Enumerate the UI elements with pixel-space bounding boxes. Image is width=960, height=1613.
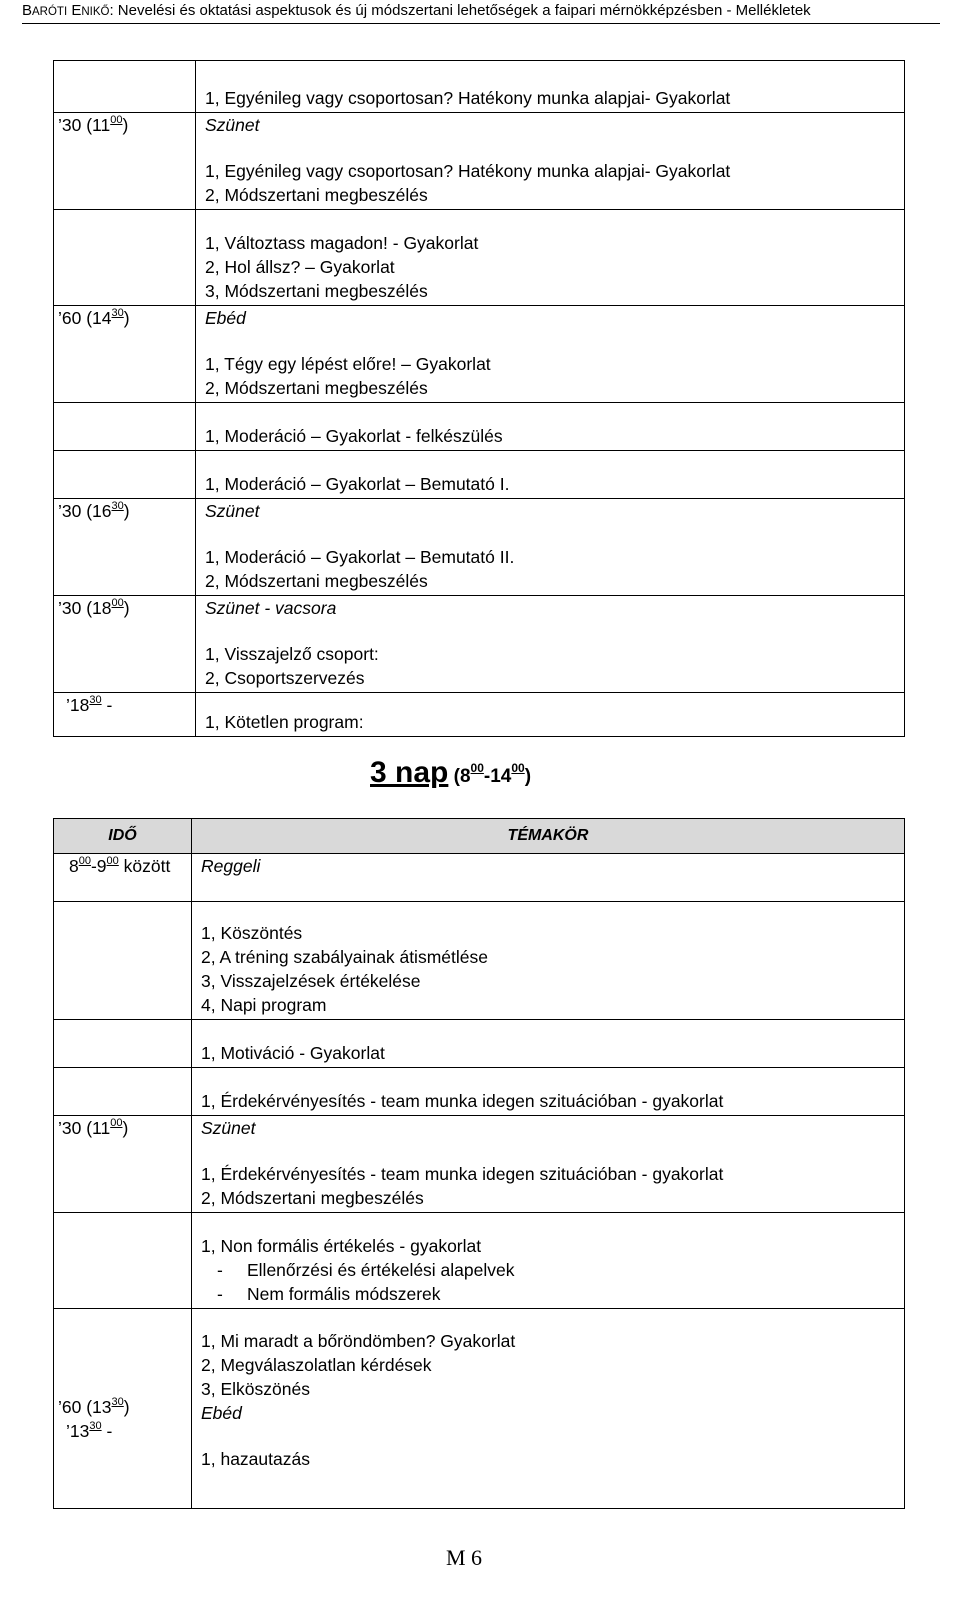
topic-line: 1, Egyénileg vagy csoportosan? Hatékony munka alapjai- Gyakorlat <box>205 88 731 108</box>
time-cell: ’30 $(11^{00})$ <box>54 1116 192 1213</box>
time-cell: $8^{00}-9^{00}$ között <box>54 854 192 902</box>
topic-cell <box>196 61 905 113</box>
time-cell <box>54 451 196 499</box>
topic-cell <box>192 1116 905 1213</box>
time-cell <box>54 61 196 113</box>
day2-schedule-table <box>53 60 905 737</box>
day-time-range: $(8^{00}-14^{00})$ <box>448 761 532 787</box>
table-row <box>54 403 905 451</box>
topic-line: 1, Visszajelző csoport: <box>205 644 379 664</box>
topic-cell <box>192 854 905 902</box>
table-header-row <box>54 819 905 854</box>
page-label: M 6 <box>446 1545 483 1570</box>
time-cell <box>54 1020 192 1068</box>
time-cell: $’18^{30}$ - <box>54 693 196 737</box>
dash-list-item: - Ellenőrzési és értékelési alapelvek <box>201 1258 904 1282</box>
day3-schedule-table <box>53 818 905 1509</box>
author-initial: B <box>22 2 33 19</box>
table-row <box>54 854 905 902</box>
topic-cell <box>196 596 905 693</box>
topic-line: 2, Módszertani megbeszélés <box>205 185 428 205</box>
topic-line: 2, Hol állsz? – Gyakorlat <box>205 257 395 277</box>
topic-line: 2, Módszertani megbeszélés <box>205 571 428 591</box>
topic-line: 2, Módszertani megbeszélés <box>205 378 428 398</box>
time-cell <box>54 403 196 451</box>
time-cell: ’60 $(14^{30})$ <box>54 306 196 403</box>
break-label: Szünet - vacsora <box>205 598 337 618</box>
topic-line: 2, Módszertani megbeszélés <box>201 1188 424 1208</box>
topic-line: 1, Moderáció – Gyakorlat – Bemutató II. <box>205 547 515 567</box>
day3-heading <box>370 756 531 790</box>
topic-line: 1, Motiváció - Gyakorlat <box>201 1043 385 1063</box>
table-row <box>54 499 905 596</box>
topic-line: 2, Csoportszervezés <box>205 668 365 688</box>
topic-cell <box>196 499 905 596</box>
table-row <box>54 902 905 1020</box>
topic-line: 4, Napi program <box>201 995 327 1015</box>
topic-cell <box>196 210 905 306</box>
topic-line: 3, Módszertani megbeszélés <box>205 281 428 301</box>
table-row <box>54 1020 905 1068</box>
topic-cell <box>192 1213 905 1309</box>
topic-line: 1, Köszöntés <box>201 923 303 943</box>
topic-line: 1, Kötetlen program: <box>205 712 364 732</box>
table-row <box>54 306 905 403</box>
author-name-part: NIKŐ <box>81 6 110 18</box>
time-cell <box>54 1068 192 1116</box>
topic-cell <box>196 451 905 499</box>
table-row <box>54 61 905 113</box>
author-initial: E <box>71 2 82 19</box>
time-cell <box>54 902 192 1020</box>
author-name-part: ARÓTI <box>32 6 68 18</box>
table-row <box>54 1068 905 1116</box>
table-row <box>54 693 905 737</box>
column-header-time: IDŐ <box>54 819 192 854</box>
topic-cell <box>192 1020 905 1068</box>
break-label: Szünet <box>205 501 260 521</box>
time-cell <box>54 1213 192 1309</box>
topic-line: 1, Tégy egy lépést előre! – Gyakorlat <box>205 354 491 374</box>
topic-cell <box>196 113 905 210</box>
topic-cell <box>196 306 905 403</box>
time-cell: ’30 $(16^{30})$ <box>54 499 196 596</box>
topic-cell <box>196 693 905 737</box>
day-title: 3 nap <box>370 756 449 789</box>
topic-line: 1, hazautazás <box>201 1449 310 1469</box>
topic-cell <box>192 902 905 1020</box>
table-row <box>54 1309 905 1509</box>
topic-line: 1, Érdekérvényesítés - team munka idegen szituációban - gyakorlat <box>201 1091 724 1111</box>
topic-cell <box>192 1309 905 1509</box>
topic-line: 1, Moderáció – Gyakorlat - felkészülés <box>205 426 503 446</box>
break-label: Szünet <box>201 1118 256 1138</box>
time-cell: ’60 $(13^{30})$ $’13^{30}$ - <box>54 1309 192 1509</box>
time-cell: ’30 $(18^{00})$ <box>54 596 196 693</box>
topic-line: 3, Visszajelzések értékelése <box>201 971 421 991</box>
time-cell <box>54 210 196 306</box>
document-title: : Nevelési és oktatási aspektusok és új módszertani lehetőségek a faipari mérnökképzésben - Mellékletek <box>109 2 811 19</box>
running-header <box>22 0 940 24</box>
break-label: Szünet <box>205 115 260 135</box>
table-row <box>54 1116 905 1213</box>
topic-line: 3, Elköszönés <box>201 1379 310 1399</box>
dash-list-item: - Nem formális módszerek <box>201 1282 904 1306</box>
day2-schedule <box>53 60 905 737</box>
topic-line: 1, Moderáció – Gyakorlat – Bemutató I. <box>205 474 510 494</box>
table-row <box>54 451 905 499</box>
break-label: Ebéd <box>205 308 246 328</box>
topic-line: 2, Megválaszolatlan kérdések <box>201 1355 432 1375</box>
topic-line: 1, Érdekérvényesítés - team munka idegen szituációban - gyakorlat <box>201 1164 724 1184</box>
time-cell: ’30 $(11^{00})$ <box>54 113 196 210</box>
table-row <box>54 1213 905 1309</box>
topic-cell <box>192 1068 905 1116</box>
break-label: Reggeli <box>201 856 261 876</box>
day3-schedule <box>53 818 905 1509</box>
topic-line: 2, A tréning szabályainak átismétlése <box>201 947 488 967</box>
table-row <box>54 113 905 210</box>
column-header-topic: TÉMAKÖR <box>192 819 905 854</box>
topic-line: 1, Non formális értékelés - gyakorlat <box>201 1236 482 1256</box>
table-row <box>54 210 905 306</box>
table-row <box>54 596 905 693</box>
topic-line: 1, Mi maradt a bőröndömben? Gyakorlat <box>201 1331 516 1351</box>
topic-line: 1, Egyénileg vagy csoportosan? Hatékony munka alapjai- Gyakorlat <box>205 161 731 181</box>
break-label: Ebéd <box>201 1403 242 1423</box>
topic-line: 1, Változtass magadon! - Gyakorlat <box>205 233 479 253</box>
topic-cell <box>196 403 905 451</box>
